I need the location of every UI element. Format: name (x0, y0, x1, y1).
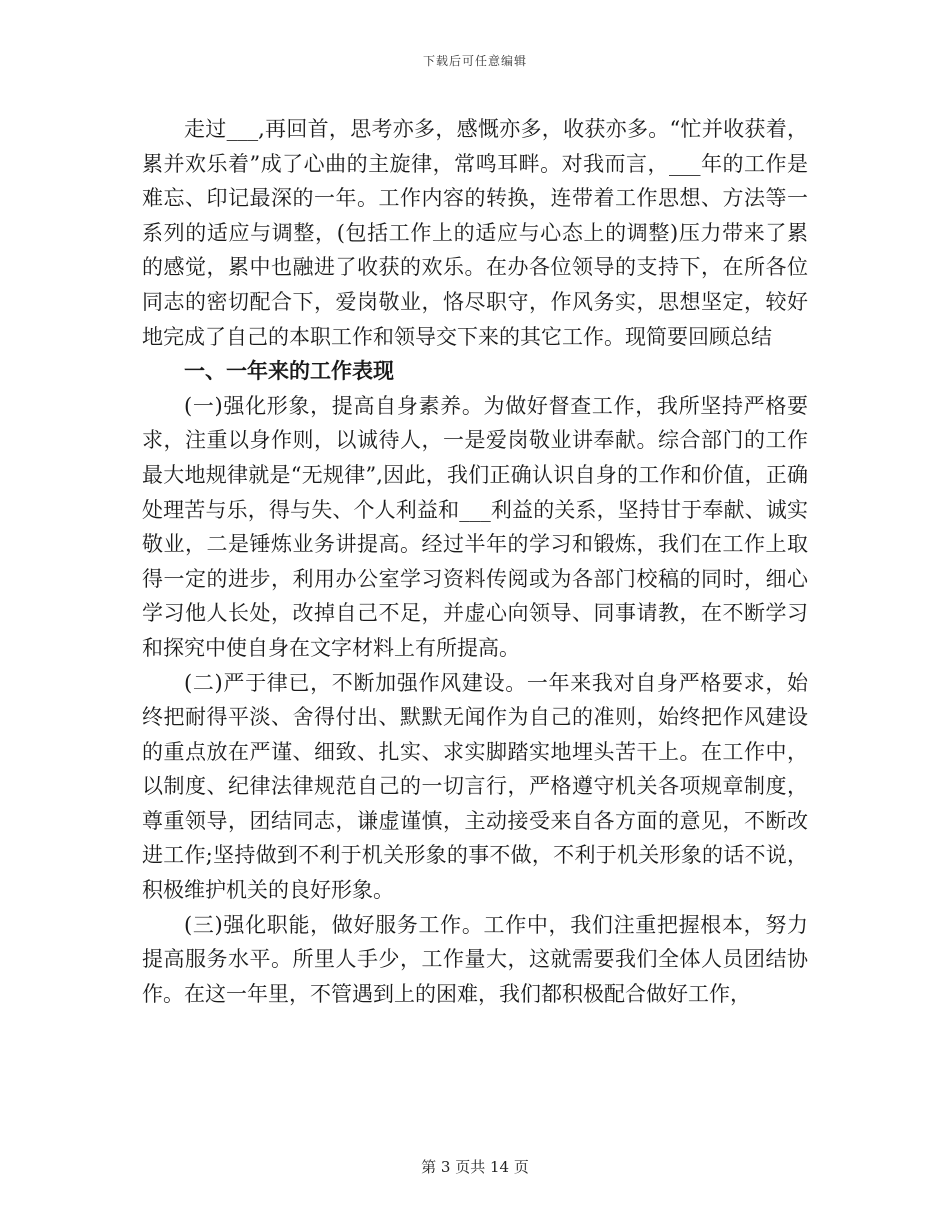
section-heading: 一、一年来的工作表现 (184, 358, 394, 384)
body-paragraph-1: (一)强化形象，提高自身素养。为做好督查工作，我所坚持严格要求，注重以身作则，以诚待人，一是爱岗敬业讲奉献。综合部门的工作最大地规律就是“无规律”,因此，我们正确认识自身的工作和价值，正确处理苦与乐，得与失、个人利益和___利益的关系，坚持甘于奉献、诚实敬业，二是锤炼业务讲提高。经过半年的学习和锻炼，我们在工作上取得一定的进步，利用办公室学习资料传阅或为各部门校稿的同时，细心学习他人长处，改掉自己不足，并虚心向领导、同事请教，在不断学习和探究中使自身在文字材料上有所提高。 (142, 393, 808, 660)
intro-paragraph: 走过___,再回首，思考亦多，感慨亦多，收获亦多。“忙并收获着，累并欢乐着”成了心曲的主旋律，常鸣耳畔。对我而言，___年的工作是难忘、印记最深的一年。工作内容的转换，连带着工作思想、方法等一系列的适应与调整，(包括工作上的适应与心态上的调整)压力带来了累的感觉，累中也融进了收获的欢乐。在办各位领导的支持下，在所各位同志的密切配合下，爱岗敬业，恪尽职守，作风务实，思想坚定，较好地完成了自己的本职工作和领导交下来的其它工作。现简要回顾总结 (142, 117, 808, 349)
body-paragraph-2: (二)严于律已，不断加强作风建设。一年来我对自身严格要求，始终把耐得平淡、舍得付出、默默无闻作为自己的准则，始终把作风建设的重点放在严谨、细致、扎实、求实脚踏实地埋头苦干上。在工作中，以制度、纪律法律规范自己的一切言行，严格遵守机关各项规章制度，尊重领导，团结同志，谦虚谨慎，主动接受来自各方面的意见，不断改进工作;坚持做到不利于机关形象的事不做，不利于机关形象的话不说，积极维护机关的良好形象。 (142, 670, 808, 903)
page-header: 下载后可任意编辑 (422, 54, 527, 68)
page-footer: 第 3 页共 14 页 (421, 1158, 529, 1176)
document-body (142, 112, 808, 1011)
body-paragraph-3: (三)强化职能，做好服务工作。工作中，我们注重把握根本，努力提高服务水平。所里人手少，工作量大，这就需要我们全体人员团结协作。在这一年里，不管遇到上的困难，我们都积极配合做好工作， (142, 912, 808, 1006)
